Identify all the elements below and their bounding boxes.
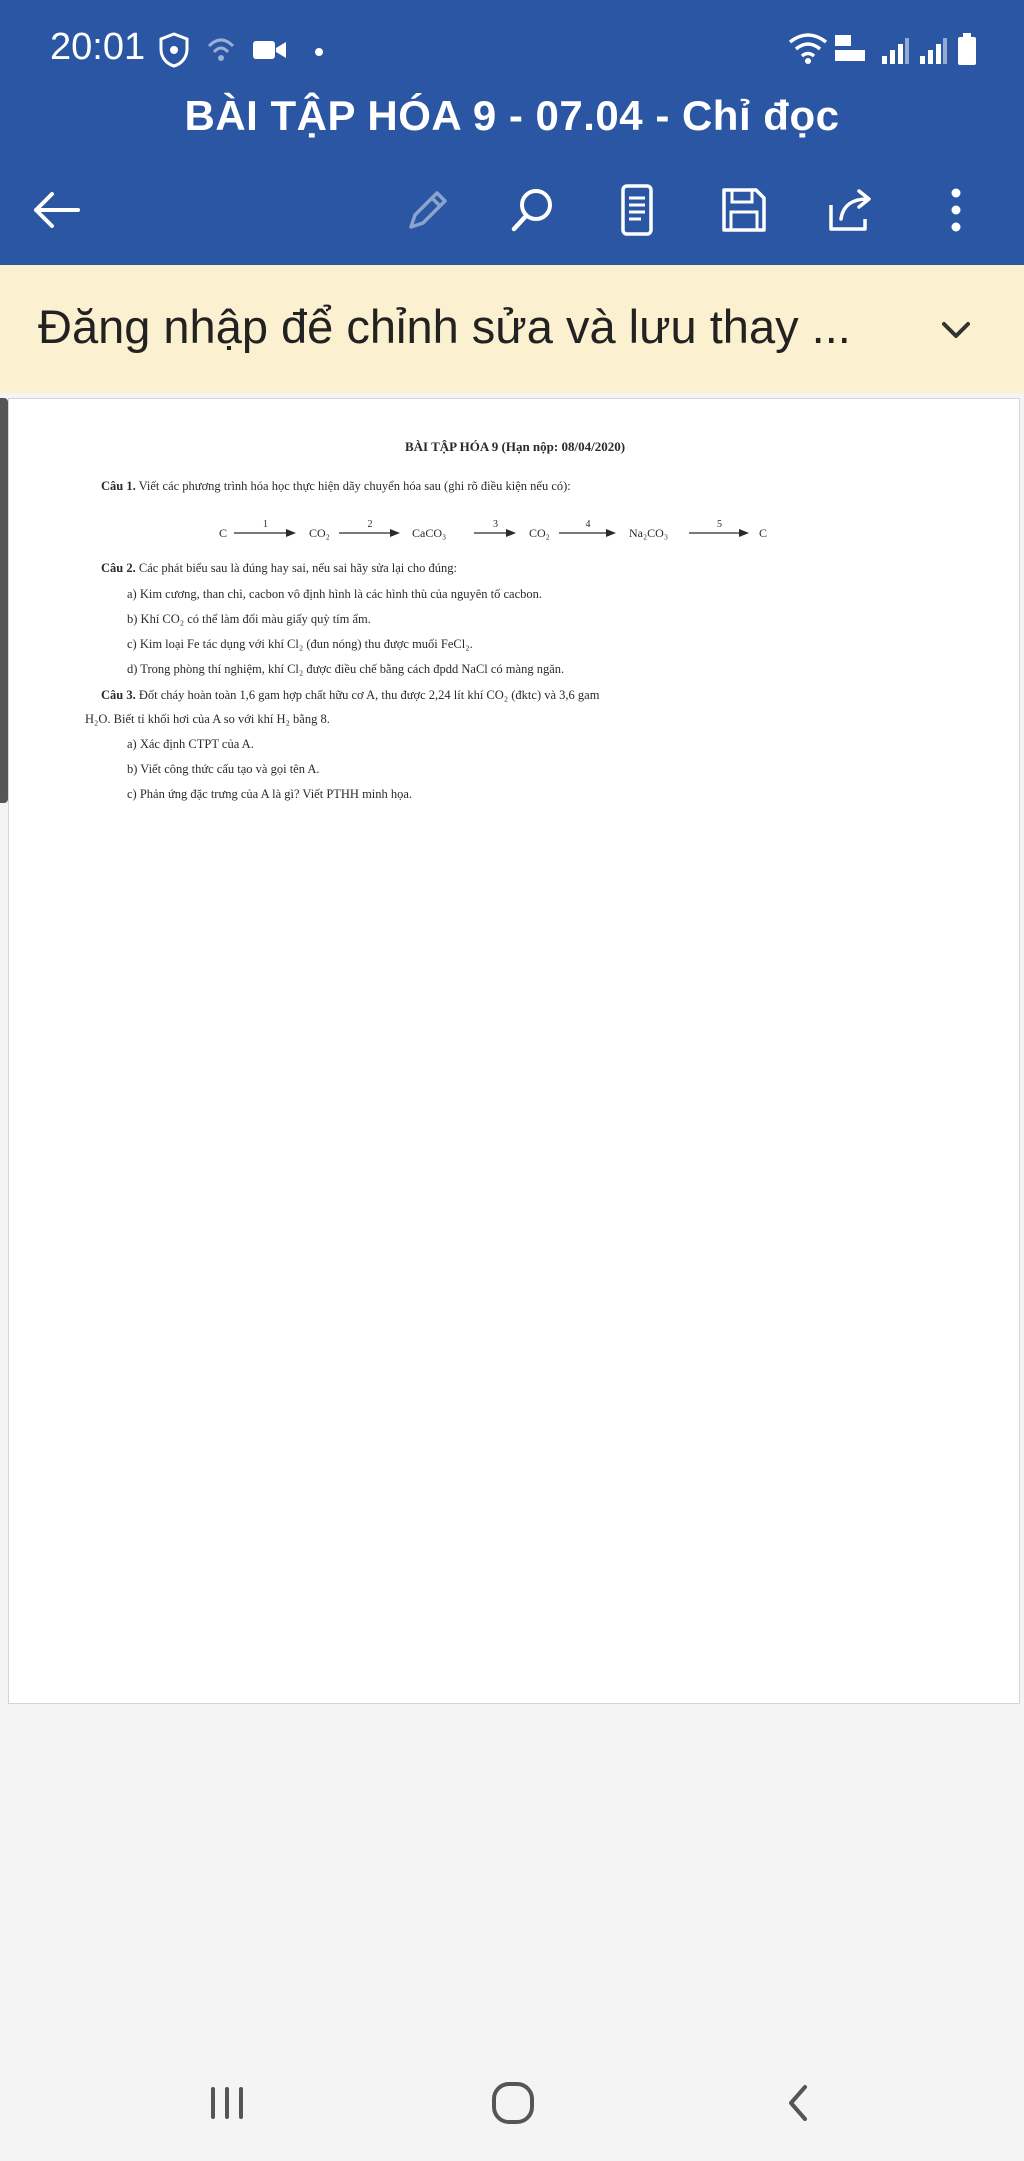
question-2-item: d) Trong phòng thí nghiệm, khí Cl₂ được điều chế bằng cách đpdd NaCl có màng ngăn. xyxy=(127,662,565,676)
chain-arrow-head xyxy=(606,529,616,537)
document-page xyxy=(8,398,1020,1704)
recent-apps-button[interactable] xyxy=(192,2073,262,2133)
status-time: 20:01 xyxy=(50,26,146,68)
edit-button[interactable] xyxy=(398,180,458,240)
system-nav-bar xyxy=(0,2045,1024,2161)
signal-icon-2 xyxy=(918,36,948,71)
question-3-label: Câu 3. xyxy=(101,688,136,702)
more-button[interactable] xyxy=(926,180,986,240)
question-3-item: c) Phản ứng đặc trưng của A là gì? Viết PTHH minh họa. xyxy=(127,787,413,801)
chain-arrow-head xyxy=(739,529,749,537)
back-button[interactable] xyxy=(26,180,86,240)
status-bar xyxy=(0,0,1024,100)
home-icon xyxy=(488,2078,538,2128)
question-2-item: c) Kim loại Fe tác dụng với khí Cl₂ (đun nóng) thu được muối FeCl₂. xyxy=(127,637,473,651)
save-icon xyxy=(719,185,769,235)
save-button[interactable] xyxy=(714,180,774,240)
chain-species: Na₂CO₃ xyxy=(629,526,669,540)
search-icon xyxy=(507,185,557,235)
chain-arrow-head xyxy=(506,529,516,537)
chain-arrow-head xyxy=(390,529,400,537)
mobile-view-button[interactable] xyxy=(607,180,667,240)
chain-species: CO₂ xyxy=(309,526,330,540)
question-2 xyxy=(101,561,457,576)
question-3-item: b) Viết công thức cấu tạo và gọi tên A. xyxy=(127,762,320,776)
question-3-item: a) Xác định CTPT của A. xyxy=(127,737,254,751)
sign-in-banner-text: Đăng nhập để chỉnh sửa và lưu thay ... xyxy=(38,300,851,353)
question-1 xyxy=(101,479,571,494)
document-heading: BÀI TẬP HÓA 9 (Hạn nộp: 08/04/2020) xyxy=(404,439,626,454)
chain-species: C xyxy=(219,526,228,540)
chain-step-label: 3 xyxy=(493,519,498,530)
question-1-label: Câu 1. xyxy=(101,479,136,493)
chain-step-label: 1 xyxy=(263,519,268,530)
share-icon xyxy=(823,185,877,235)
shield-icon xyxy=(158,32,190,73)
back-arrow-icon xyxy=(30,190,82,230)
mobile-view-icon xyxy=(617,184,657,236)
chain-species: CO₂ xyxy=(529,526,550,540)
app-header xyxy=(0,0,1024,265)
share-button[interactable] xyxy=(820,180,880,240)
banner-expand-button[interactable] xyxy=(936,300,976,371)
chain-arrow-head xyxy=(286,529,296,537)
scroll-indicator[interactable] xyxy=(0,398,8,803)
battery-icon xyxy=(956,32,978,71)
search-button[interactable] xyxy=(502,180,562,240)
sign-in-banner[interactable] xyxy=(0,265,1024,393)
document-title: BÀI TẬP HÓA 9 - 07.04 - Chỉ đọc xyxy=(184,92,840,139)
dot-icon xyxy=(314,44,324,62)
chevron-down-icon xyxy=(936,300,976,366)
reaction-chain-diagram xyxy=(9,517,1021,547)
question-2-item: b) Khí CO₂ có thể làm đổi màu giấy quỳ tím ẩm. xyxy=(127,612,371,626)
chain-species: C xyxy=(759,526,768,540)
back-nav-icon xyxy=(779,2081,819,2125)
more-vertical-icon xyxy=(949,185,963,235)
home-button[interactable] xyxy=(478,2073,548,2133)
video-camera-icon xyxy=(252,38,288,67)
question-2-text: Các phát biểu sau là đúng hay sai, nếu sai hãy sửa lại cho đúng: xyxy=(135,561,458,575)
question-3-text: Đốt cháy hoàn toàn 1,6 gam hợp chất hữu cơ A, thu được 2,24 lít khí CO₂ (đktc) và 3,6 gam xyxy=(135,688,600,702)
wifi-calling-icon xyxy=(205,32,237,71)
question-3 xyxy=(101,688,599,703)
recent-apps-icon xyxy=(205,2083,249,2123)
question-1-text: Viết các phương trình hóa học thực hiện dãy chuyển hóa sau (ghi rõ điều kiện nếu có): xyxy=(135,479,571,493)
chain-step-label: 5 xyxy=(717,519,722,530)
reaction-chain xyxy=(9,517,1021,547)
question-2-label: Câu 2. xyxy=(101,561,136,575)
chain-step-label: 2 xyxy=(367,519,373,530)
wifi-icon xyxy=(788,32,828,69)
toolbar xyxy=(0,170,1024,250)
chain-step-label: 4 xyxy=(585,519,591,530)
chain-species: CaCO₃ xyxy=(412,526,447,540)
question-3-text-cont: H₂O. Biết tỉ khối hơi của A so với khí H₂ bằng 8. xyxy=(85,712,330,726)
pencil-icon xyxy=(403,185,453,235)
volte-icon xyxy=(833,32,873,71)
back-nav-button[interactable] xyxy=(764,2073,834,2133)
signal-icon xyxy=(880,36,910,71)
question-2-item: a) Kim cương, than chì, cacbon vô định hình là các hình thù của nguyên tố cacbon. xyxy=(127,587,542,601)
